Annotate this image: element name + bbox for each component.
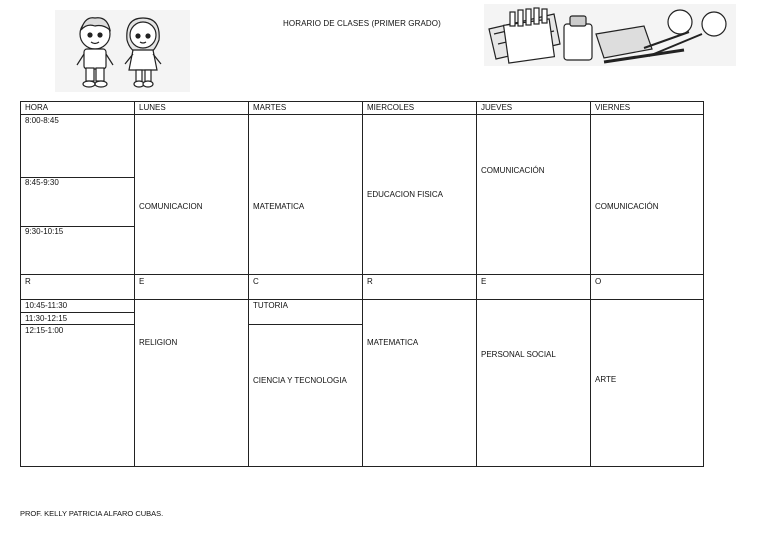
time-slot: 12:15-1:00 bbox=[25, 326, 64, 335]
recess-letter: E bbox=[481, 277, 487, 286]
header-hora: HORA bbox=[25, 103, 49, 112]
subject-lunes-afternoon: RELIGION bbox=[139, 338, 178, 347]
header-jueves: JUEVES bbox=[481, 103, 513, 112]
subject-viernes-morning: COMUNICACIÓN bbox=[595, 202, 659, 211]
subject-martes-afternoon-1: TUTORIA bbox=[253, 301, 288, 310]
children-clipart bbox=[55, 10, 190, 92]
recess-letter: R bbox=[25, 277, 31, 286]
subject-lunes-morning: COMUNICACION bbox=[139, 202, 203, 211]
time-slot: 8:45-9:30 bbox=[25, 178, 59, 187]
teacher-name: PROF. KELLY PATRICIA ALFARO CUBAS. bbox=[20, 509, 164, 518]
time-slot: 9:30-10:15 bbox=[25, 227, 64, 236]
subject-miercoles-afternoon: MATEMATICA bbox=[367, 338, 419, 347]
time-slot: 11:30-12:15 bbox=[25, 314, 68, 323]
recess-letter: E bbox=[139, 277, 145, 286]
school-supplies-clipart bbox=[484, 4, 736, 66]
subject-jueves-morning: COMUNICACIÓN bbox=[481, 166, 545, 175]
page-title: HORARIO DE CLASES (PRIMER GRADO) bbox=[283, 19, 441, 28]
recess-letter: O bbox=[595, 277, 602, 286]
recess-letter: C bbox=[253, 277, 259, 286]
recess-letter: R bbox=[367, 277, 373, 286]
header-martes: MARTES bbox=[253, 103, 287, 112]
header-viernes: VIERNES bbox=[595, 103, 631, 112]
time-slot: 10:45-11:30 bbox=[25, 301, 68, 310]
subject-miercoles-morning: EDUCACION FISICA bbox=[367, 190, 444, 199]
subject-martes-afternoon-2: CIENCIA Y TECNOLOGIA bbox=[253, 376, 347, 385]
subject-jueves-afternoon: PERSONAL SOCIAL bbox=[481, 350, 556, 359]
header-miercoles: MIERCOLES bbox=[367, 103, 415, 112]
time-slot: 8:00-8:45 bbox=[25, 116, 59, 125]
subject-viernes-afternoon: ARTE bbox=[595, 375, 617, 384]
schedule-table bbox=[20, 101, 704, 467]
header-lunes: LUNES bbox=[139, 103, 166, 112]
subject-martes-morning: MATEMATICA bbox=[253, 202, 305, 211]
